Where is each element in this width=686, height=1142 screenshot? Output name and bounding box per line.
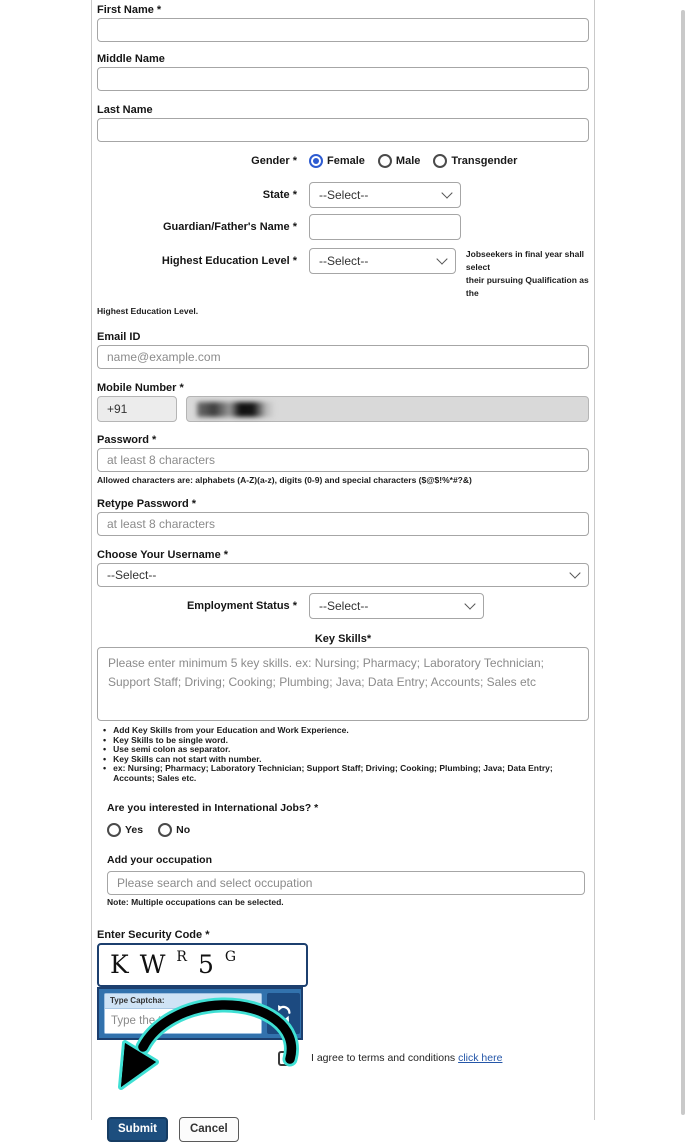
field-email	[97, 331, 589, 369]
key-skills-note: • Key Skills to be single word.	[103, 736, 589, 746]
international-option-yes[interactable]	[107, 823, 143, 837]
field-education	[97, 248, 589, 300]
education-select-value: --Select--	[319, 254, 369, 268]
last-name-label: Last Name	[97, 104, 153, 116]
terms-link[interactable]: click here	[458, 1052, 503, 1065]
email-input[interactable]	[97, 345, 589, 369]
captcha-input[interactable]	[105, 1009, 261, 1033]
captcha-refresh-button[interactable]	[267, 993, 300, 1034]
field-last-name	[97, 104, 589, 142]
radio-male[interactable]	[378, 154, 392, 168]
terms-text: I agree to terms and conditions	[311, 1052, 456, 1065]
cancel-button[interactable]: Cancel	[179, 1117, 239, 1142]
radio-transgender[interactable]	[433, 154, 447, 168]
guardian-name-label: Guardian/Father's Name *	[162, 221, 297, 233]
education-label: Highest Education Level *	[161, 255, 297, 267]
key-skills-note: • Use semi colon as separator.	[103, 745, 589, 755]
gender-option-transgender[interactable]	[433, 154, 517, 168]
gender-option-female[interactable]	[309, 154, 365, 168]
gender-male-label: Male	[395, 155, 421, 167]
key-skills-textarea[interactable]	[97, 647, 589, 721]
international-jobs-label: Are you interested in International Jobs? *	[107, 801, 319, 814]
country-code-box: +91	[97, 396, 177, 422]
state-select-value: --Select--	[319, 188, 369, 202]
captcha-panel	[97, 987, 303, 1040]
submit-button[interactable]: Submit	[107, 1117, 168, 1142]
field-state	[97, 182, 589, 208]
password-input[interactable]	[97, 448, 589, 472]
refresh-icon	[274, 1004, 293, 1023]
no-label: No	[176, 823, 191, 836]
type-captcha-label: Type Captcha:	[105, 994, 261, 1009]
field-key-skills	[97, 633, 589, 721]
gender-female-label: Female	[327, 155, 365, 167]
field-guardian-name	[97, 214, 589, 240]
field-gender	[97, 152, 589, 170]
mobile-label: Mobile Number *	[97, 382, 184, 394]
key-skills-note: • Add Key Skills from your Education and Work Experience.	[103, 726, 589, 736]
terms-row	[278, 1050, 589, 1067]
key-skills-note: • Key Skills can not start with number.	[103, 755, 589, 765]
radio-no[interactable]	[158, 823, 172, 837]
radio-yes[interactable]	[107, 823, 121, 837]
security-code-label: Enter Security Code *	[97, 928, 210, 941]
field-security-code	[97, 929, 589, 1040]
password-note: Allowed characters are: alphabets (A-Z)(a-z), digits (0-9) and special characters ($@$!%*#?&)	[97, 475, 472, 485]
employment-status-select-value: --Select--	[319, 599, 369, 613]
gender-option-male[interactable]	[378, 154, 420, 168]
radio-female[interactable]	[309, 154, 323, 168]
redacted-mobile-number	[197, 402, 275, 417]
field-first-name	[97, 4, 589, 42]
education-select[interactable]	[309, 248, 456, 274]
education-note: Jobseekers in final year shall select their pursuing Qualification as the	[465, 249, 589, 298]
chevron-down-icon	[436, 253, 447, 264]
field-international-jobs	[107, 802, 589, 837]
username-select[interactable]	[97, 563, 589, 587]
form-actions	[107, 1117, 589, 1142]
yes-label: Yes	[125, 823, 144, 836]
captcha-image: K W R 5 G	[97, 943, 308, 987]
guardian-name-input[interactable]	[309, 214, 461, 240]
key-skills-notes	[97, 726, 589, 784]
page-scrollbar[interactable]	[681, 10, 685, 1115]
field-mobile	[97, 382, 589, 422]
chevron-down-icon	[464, 598, 475, 609]
username-select-value: --Select--	[107, 568, 157, 582]
state-label: State *	[262, 189, 297, 201]
first-name-label: First Name *	[97, 4, 162, 16]
mobile-number-input[interactable]	[186, 396, 589, 422]
chevron-down-icon	[441, 187, 452, 198]
email-label: Email ID	[97, 331, 141, 343]
employment-status-select[interactable]	[309, 593, 484, 619]
field-username	[97, 549, 589, 587]
employment-status-label: Employment Status *	[186, 600, 297, 612]
field-retype-password	[97, 498, 589, 536]
registration-form	[91, 0, 595, 1136]
captcha-entry-box	[104, 993, 262, 1034]
gender-label: Gender *	[251, 155, 297, 167]
international-option-no[interactable]	[158, 823, 190, 837]
chevron-down-icon	[569, 567, 580, 578]
field-middle-name	[97, 53, 589, 91]
username-label: Choose Your Username *	[97, 549, 229, 561]
password-label: Password *	[97, 434, 157, 446]
occupation-input[interactable]	[107, 871, 585, 895]
retype-password-input[interactable]	[97, 512, 589, 536]
state-select[interactable]	[309, 182, 461, 208]
gender-transgender-label: Transgender	[451, 155, 518, 167]
key-skills-note: • ex: Nursing; Pharmacy; Laboratory Technician; Support Staff; Driving; Cooking; Plumbing; Java; Data Entry; Accounts; Sales etc.	[103, 764, 589, 783]
field-occupation	[107, 854, 589, 907]
field-password	[97, 434, 589, 485]
education-note-continued: Highest Education Level.	[97, 306, 199, 316]
occupation-label: Add your occupation	[107, 853, 212, 866]
first-name-input[interactable]	[97, 18, 589, 42]
field-employment-status	[97, 593, 589, 619]
middle-name-input[interactable]	[97, 67, 589, 91]
retype-password-label: Retype Password *	[97, 498, 197, 510]
occupation-note: Note: Multiple occupations can be selected.	[107, 896, 284, 907]
middle-name-label: Middle Name	[97, 53, 165, 65]
key-skills-label: Key Skills*	[314, 633, 372, 645]
last-name-input[interactable]	[97, 118, 589, 142]
terms-checkbox[interactable]	[278, 1051, 293, 1066]
